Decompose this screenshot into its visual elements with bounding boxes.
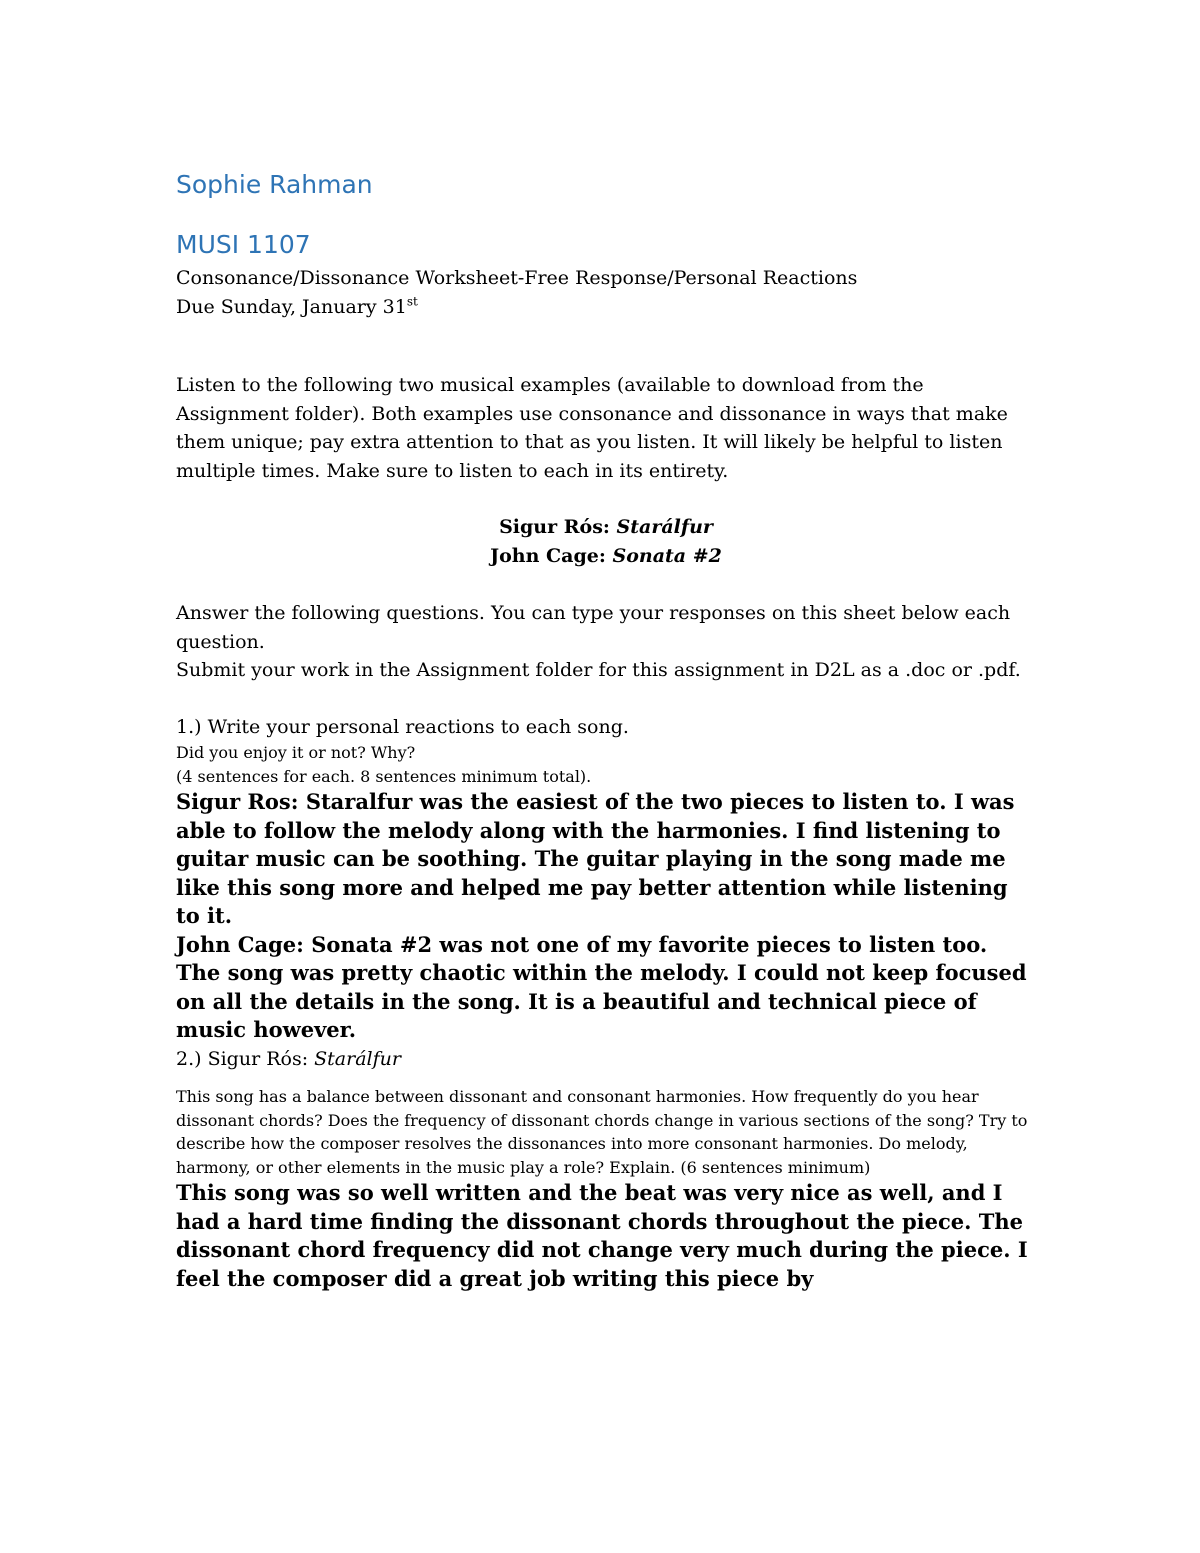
piece-2 — [176, 542, 1036, 571]
question-1-sub-1: Did you enjoy it or not? Why? — [176, 743, 416, 762]
question-1-answer-john-cage: John Cage: Sonata #2 was not one of my favorite pieces to listen too. The song was pretty chaotic within the melody. I could not keep focused on all the details in the song. It is a beautiful and technical piece of music however. — [176, 931, 1027, 1042]
course-code: MUSI 1107 — [176, 230, 311, 259]
piece-1-artist: Sigur Rós: — [499, 516, 610, 538]
piece-2-title: Sonata #2 — [612, 545, 722, 567]
worksheet-subtitle: Consonance/Dissonance Worksheet-Free Response/Personal Reactions — [176, 267, 858, 289]
question-2-prefix: 2.) Sigur Rós: — [176, 1047, 315, 1070]
due-date — [176, 293, 1036, 322]
piece-1-title: Starálfur — [616, 516, 713, 538]
question-2-body: This song has a balance between dissonant and consonant harmonies. How frequently do you hear dissonant chords? Does the frequency of dissonant chords change in various sections of the song? Try to describe how the composer resolves the dissonances into more consonant harmonies. Do melody, harmony, or other elements in the music play a role? Explain. (6 sentences minimum) — [176, 1087, 1028, 1177]
piece-1 — [176, 513, 1036, 542]
piece-2-artist: John Cage: — [490, 545, 606, 567]
question-1-answer-sigur-ros: Sigur Ros: Staralfur was the easiest of the two pieces to listen to. I was able to follow the melody along with the harmonies. I find listening to guitar music can be soothing. The guitar playing in the song made me like this song more and helped me pay better attention while listening to it. — [176, 789, 1015, 928]
intro-paragraph: Listen to the following two musical examples (available to download from the Assignment folder). Both examples use consonance and dissonance in ways that make them unique; pay extra attention to that as you listen. It will likely be helpful to listen multiple times. Make sure to listen to each in its entirety. — [176, 374, 1008, 482]
question-2-prompt — [176, 1045, 1036, 1074]
due-date-suffix: st — [406, 294, 418, 309]
question-2-title: Starálfur — [314, 1047, 401, 1070]
document-page — [176, 166, 1036, 1293]
question-1-prompt: 1.) Write your personal reactions to each song. — [176, 715, 629, 738]
instructions-submit: Submit your work in the Assignment folder for this assignment in D2L as a .doc or .pdf. — [176, 659, 1021, 681]
due-date-text: Due Sunday, January 31 — [176, 295, 407, 318]
instructions-answer: Answer the following questions. You can type your responses on this sheet below each question. — [176, 602, 1011, 653]
question-1-sub-2: (4 sentences for each. 8 sentences minimum total). — [176, 766, 592, 786]
question-2-answer: This song was so well written and the beat was very nice as well, and I had a hard time finding the dissonant chords throughout the piece. The dissonant chord frequency did not change very much during the piece. I feel the composer did a great job writing this piece by — [176, 1180, 1028, 1291]
student-name: Sophie Rahman — [176, 170, 373, 199]
